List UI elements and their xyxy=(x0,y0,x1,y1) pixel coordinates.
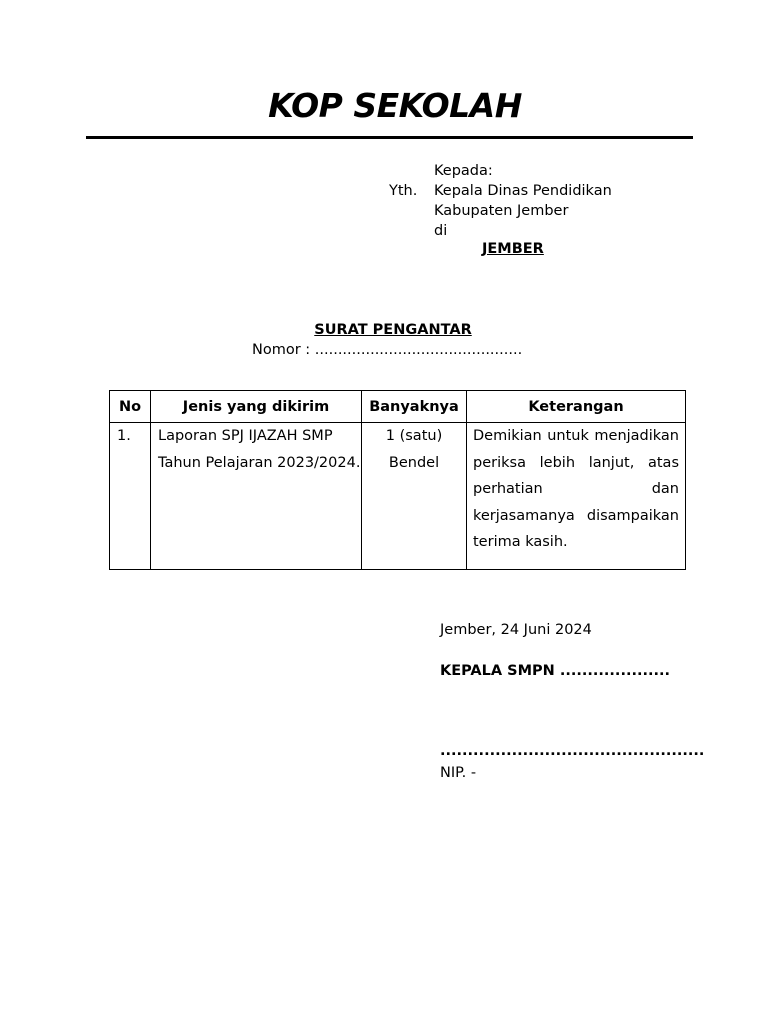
cell-banyak-line: 1 (satu) xyxy=(385,428,443,444)
header-no: No xyxy=(110,391,151,423)
recipient-line: di xyxy=(434,223,448,239)
table-header-row xyxy=(110,391,686,423)
cell-jenis-line: Laporan SPJ IJAZAH SMP xyxy=(158,428,333,444)
header-jenis: Jenis yang dikirim xyxy=(151,391,362,423)
signature-place-date: Jember, 24 Juni 2024 xyxy=(440,622,592,638)
letterhead-title: KOP SEKOLAH xyxy=(268,86,522,125)
cell-banyak-line: Bendel xyxy=(388,454,440,471)
letterhead-divider xyxy=(86,136,693,139)
recipient-city: JEMBER xyxy=(482,241,544,257)
letter-number: Nomor : ............................................. xyxy=(252,342,523,358)
recipient-line: Kepada: xyxy=(434,163,493,179)
cell-no: 1. xyxy=(110,423,151,570)
cell-jenis xyxy=(151,423,362,570)
header-keterangan: Keterangan xyxy=(467,391,686,423)
cell-jenis-line: Tahun Pelajaran 2023/2024. xyxy=(158,454,361,471)
recipient-line: Kabupaten Jember xyxy=(434,203,569,219)
header-banyak: Banyaknya xyxy=(362,391,467,423)
cell-keterangan: Demikian untuk menjadikan periksa lebih lanjut, atas perhatian dan kerjasamanya disampaikan terima kasih. xyxy=(467,423,686,570)
table-row xyxy=(110,423,686,570)
signature-position: KEPALA SMPN .................... xyxy=(440,663,671,679)
cell-banyak xyxy=(362,423,467,570)
recipient-yth: Yth. xyxy=(389,183,418,199)
recipient-block xyxy=(434,161,612,241)
signature-name: ................................................ xyxy=(440,743,705,759)
signature-nip: NIP. - xyxy=(440,765,477,781)
items-table xyxy=(109,390,686,570)
letter-title: SURAT PENGANTAR xyxy=(314,322,472,338)
recipient-line: Kepala Dinas Pendidikan xyxy=(434,183,612,199)
